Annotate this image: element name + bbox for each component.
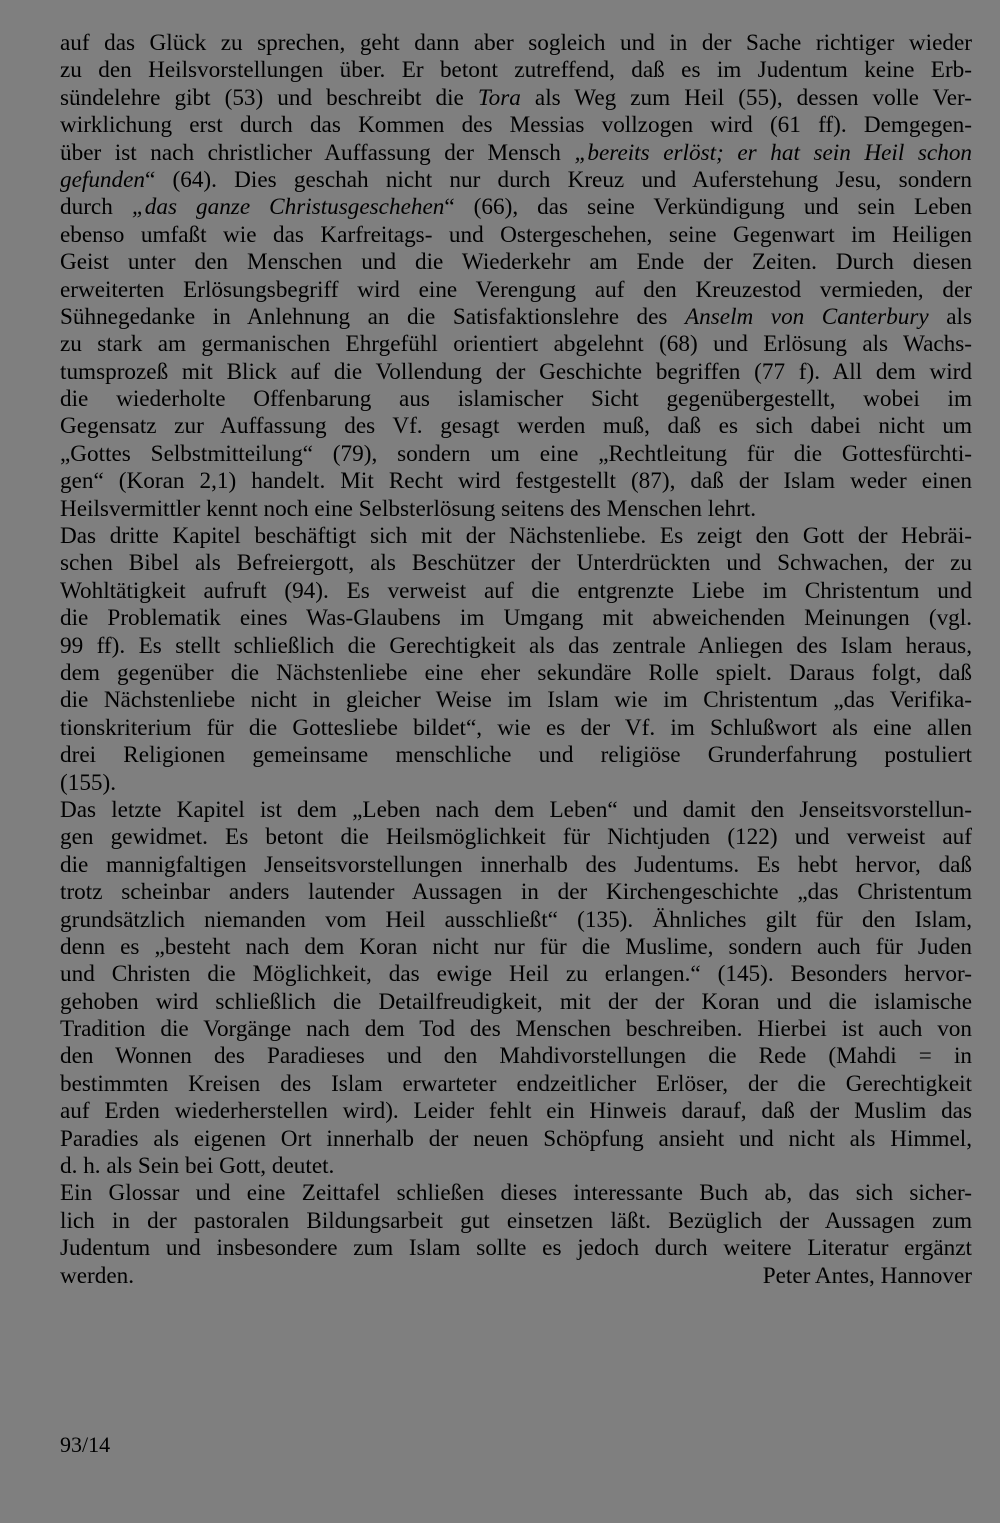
italic-text: „das ganze Christusgeschehen xyxy=(131,194,445,221)
text: “ (66), das seine Verkündigung und sein Leben xyxy=(444,194,972,221)
text-line xyxy=(60,1043,972,1070)
text: die wiederholte Offenbarung aus islamischer Sicht gegenübergestellt, wobei im xyxy=(60,386,972,413)
text: Judentum und insbesondere zum Islam sollte es jedoch durch weitere Literatur ergänzt xyxy=(60,1235,972,1262)
text-line xyxy=(60,222,972,249)
text: wirklichung erst durch das Kommen des Messias vollzogen wird (61 ff). Demgegen- xyxy=(60,112,972,139)
text-line xyxy=(60,304,972,331)
text-line xyxy=(60,742,972,769)
text-line xyxy=(60,1071,972,1098)
text-line xyxy=(60,359,972,386)
text-line xyxy=(60,85,972,112)
text: ebenso umfaßt wie das Karfreitags- und Ostergeschehen, seine Gegenwart im Heiligen xyxy=(60,221,972,248)
text: Paradies als eigenen Ort innerhalb der neuen Schöpfung ansieht und nicht als Himmel, xyxy=(60,1125,972,1152)
text-line xyxy=(60,578,972,605)
text: Ein Glossar und eine Zeittafel schließen dieses interessante Buch ab, das sich sicher- xyxy=(60,1180,972,1207)
paragraph xyxy=(60,30,972,523)
text-line xyxy=(60,907,972,934)
paragraph xyxy=(60,797,972,1180)
text: gehoben wird schließlich die Detailfreudigkeit, mit der der Koran und die islamische xyxy=(60,988,972,1015)
text: Gegensatz zur Auffassung des Vf. gesagt werden muß, daß es sich dabei nicht um xyxy=(60,413,972,440)
text-line xyxy=(60,715,972,742)
text-line xyxy=(60,468,972,495)
text: gen“ (Koran 2,1) handelt. Mit Recht wird festgestellt (87), daß der Islam weder einen xyxy=(60,468,972,495)
text: drei Religionen gemeinsame menschliche und religiöse Grunderfahrung postuliert xyxy=(60,742,972,769)
text: „Gottes Selbstmitteilung“ (79), sondern um eine „Rechtleitung für die Gottesfürchti- xyxy=(60,440,972,467)
text: (155). xyxy=(60,769,117,796)
text: erweiterten Erlösungsbegriff wird eine Verengung auf den Kreuzestod vermieden, der xyxy=(60,276,972,303)
italic-text: Anselm von Canterbury xyxy=(685,303,929,330)
text-line xyxy=(60,1180,972,1207)
text-line xyxy=(60,249,972,276)
text: durch xyxy=(60,194,132,221)
text-line xyxy=(60,140,972,167)
text-line xyxy=(60,441,972,468)
text: Sühnegedanke in Anlehnung an die Satisfaktionslehre des xyxy=(60,303,685,330)
text: die Nächstenliebe nicht in gleicher Weise im Islam wie im Christentum „das Verifika- xyxy=(60,687,972,714)
text-line xyxy=(60,1016,972,1043)
text: sündelehre gibt (53) und beschreibt die xyxy=(60,84,478,111)
text-line xyxy=(60,194,972,221)
text-line xyxy=(60,989,972,1016)
text-line xyxy=(60,605,972,632)
text: als Weg zum Heil (55), dessen volle Ver- xyxy=(520,84,972,111)
closing-text: werden. xyxy=(60,1262,135,1289)
text-line xyxy=(60,1098,972,1125)
text: Das letzte Kapitel ist dem „Leben nach dem Leben“ und damit den Jenseitsvorstellun- xyxy=(60,796,972,823)
text-line xyxy=(60,386,972,413)
text: trotz scheinbar anders lautender Aussagen in der Kirchengeschichte „das Christentum xyxy=(60,879,972,906)
text-line xyxy=(60,57,972,84)
text-line xyxy=(60,770,972,797)
text: zu stark am germanischen Ehrgefühl orientiert abgelehnt (68) und Erlösung als Wachs- xyxy=(60,331,972,358)
text: zu den Heilsvorstellungen über. Er betont zutreffend, daß es im Judentum keine Erb- xyxy=(60,57,972,84)
text-line xyxy=(60,687,972,714)
text: die Problematik eines Was-Glaubens im Umgang mit abweichenden Meinungen (vgl. xyxy=(60,605,972,632)
text-line xyxy=(60,277,972,304)
text-line xyxy=(60,824,972,851)
review-text xyxy=(60,30,972,1290)
text: dem gegenüber die Nächstenliebe eine eher sekundäre Rolle spielt. Daraus folgt, daß xyxy=(60,659,972,686)
text: auf das Glück zu sprechen, geht dann aber sogleich und in der Sache richtiger wieder xyxy=(60,30,972,56)
page-number: 93/14 xyxy=(60,1432,111,1457)
text: tionskriterium für die Gottesliebe bildet“, wie es der Vf. im Schlußwort als eine allen xyxy=(60,714,972,741)
paragraph xyxy=(60,523,972,797)
text: schen Bibel als Befreiergott, als Beschützer der Unterdrückten und Schwachen, der zu xyxy=(60,550,972,577)
text: und Christen die Möglichkeit, das ewige Heil zu erlangen.“ (145). Besonders hervor- xyxy=(60,961,972,988)
text-line xyxy=(60,961,972,988)
italic-text: „bereits erlöst; er hat sein Heil schon xyxy=(574,139,972,166)
text-line xyxy=(60,167,972,194)
text-line xyxy=(60,797,972,824)
text: “ (64). Dies geschah nicht nur durch Kreuz und Auferstehung Jesu, sondern xyxy=(145,166,972,193)
closing-line xyxy=(60,1263,972,1290)
text: bestimmten Kreisen des Islam erwarteter endzeitlicher Erlöser, der die Gerechtigkeit xyxy=(60,1070,972,1097)
text: gen gewidmet. Es betont die Heilsmöglichkeit für Nichtjuden (122) und verweist auf xyxy=(60,824,972,851)
text: denn es „besteht nach dem Koran nicht nur für die Muslime, sondern auch für Juden xyxy=(60,933,972,960)
text-line xyxy=(60,660,972,687)
italic-text: Tora xyxy=(477,84,521,111)
text-line xyxy=(60,496,972,523)
text-line xyxy=(60,30,972,57)
text-line xyxy=(60,413,972,440)
text: d. h. als Sein bei Gott, deutet. xyxy=(60,1153,335,1180)
text-line xyxy=(60,1208,972,1235)
text-line xyxy=(60,331,972,358)
text: Das dritte Kapitel beschäftigt sich mit der Nächstenliebe. Es zeigt den Gott der Hebräi- xyxy=(60,523,972,550)
text-line xyxy=(60,852,972,879)
text-line xyxy=(60,1126,972,1153)
text: Tradition die Vorgänge nach dem Tod des Menschen beschreiben. Hierbei ist auch von xyxy=(60,1016,972,1043)
text: lich in der pastoralen Bildungsarbeit gut einsetzen läßt. Bezüglich der Aussagen zum xyxy=(60,1207,972,1234)
text: auf Erden wiederherstellen wird). Leider fehlt ein Hinweis darauf, daß der Muslim das xyxy=(60,1098,972,1125)
text: Wohltätigkeit aufruft (94). Es verweist auf die entgrenzte Liebe im Christentum und xyxy=(60,577,972,604)
text-line xyxy=(60,523,972,550)
italic-text: gefunden xyxy=(60,166,145,193)
text-line xyxy=(60,1235,972,1262)
text: die mannigfaltigen Jenseitsvorstellungen innerhalb des Judentums. Es hebt hervor, daß xyxy=(60,851,972,878)
text-line xyxy=(60,112,972,139)
text-line xyxy=(60,879,972,906)
text-line xyxy=(60,1153,972,1180)
text: den Wonnen des Paradieses und den Mahdivorstellungen die Rede (Mahdi = in xyxy=(60,1043,972,1070)
text-line xyxy=(60,550,972,577)
text-line xyxy=(60,934,972,961)
text: tumsprozeß mit Blick auf die Vollendung der Geschichte begriffen (77 f). All dem wird xyxy=(60,358,972,385)
paragraph xyxy=(60,1180,972,1290)
text: 99 ff). Es stellt schließlich die Gerechtigkeit als das zentrale Anliegen des Islam heraus, xyxy=(60,632,972,659)
text: Heilsvermittler kennt noch eine Selbsterlösung seitens des Menschen lehrt. xyxy=(60,495,757,522)
text: grundsätzlich niemanden vom Heil ausschließt“ (135). Ähnliches gilt für den Islam, xyxy=(60,906,972,933)
text: über ist nach christlicher Auffassung der Mensch xyxy=(60,139,575,166)
text: Geist unter den Menschen und die Wiederkehr am Ende der Zeiten. Durch diesen xyxy=(60,249,972,276)
reviewer-signature: Peter Antes, Hannover xyxy=(762,1262,972,1289)
text: als xyxy=(928,303,972,330)
text-line xyxy=(60,633,972,660)
